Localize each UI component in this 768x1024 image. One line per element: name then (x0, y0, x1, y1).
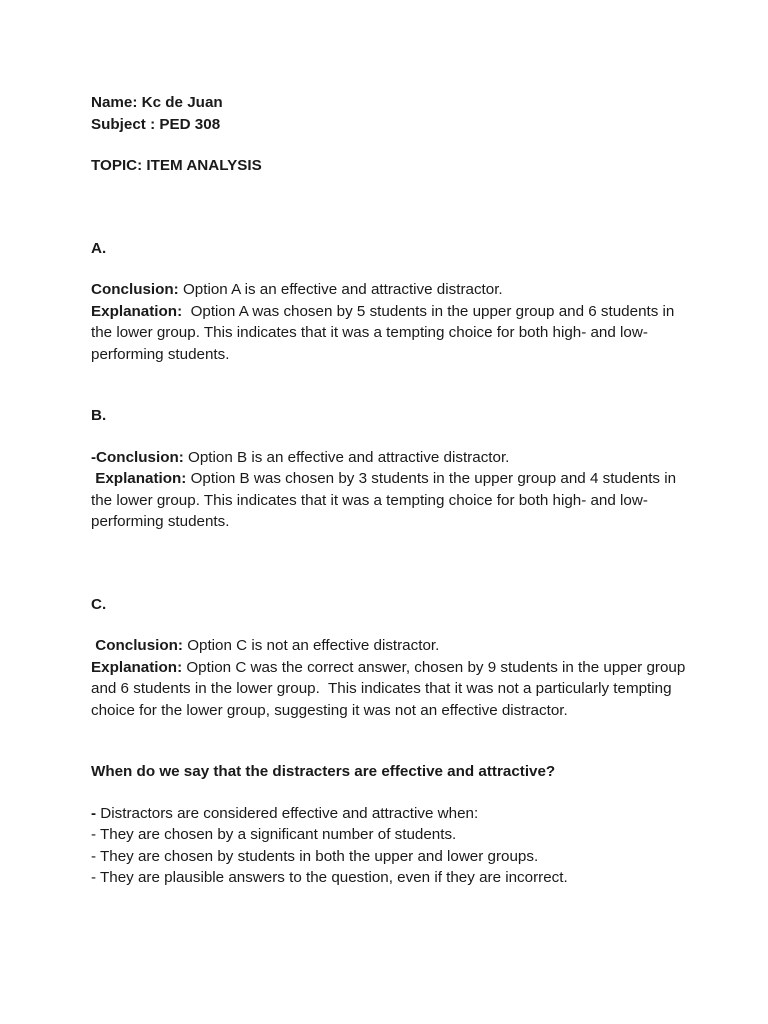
section-a-conclusion (91, 279, 691, 301)
spacer (91, 427, 691, 447)
topic-line: TOPIC: ITEM ANALYSIS (91, 157, 262, 174)
spacer (91, 135, 691, 155)
explanation-label: Explanation: (91, 658, 183, 676)
section-a-explanation (91, 301, 691, 366)
spacer (91, 533, 691, 594)
explanation-text: Option C was the correct answer, chosen by 9 students in the upper group and 6 students in the lower group. This indicates that it was not a particularly tempting choice for the lower group, suggesting it was not an effective distractor. (91, 658, 690, 719)
spacer (91, 365, 691, 405)
explanation-text: Option B was chosen by 3 students in the upper group and 4 students in the lower group. This indicates that it was a tempting choice for both high- and low-performing students. (91, 470, 681, 530)
conclusion-label: -Conclusion: (91, 448, 184, 466)
conclusion-label: Conclusion: (91, 281, 179, 298)
spacer (91, 259, 691, 279)
bullet-item: - They are plausible answers to the question, even if they are incorrect. (91, 869, 568, 886)
conclusion-text: Option B is an effective and attractive distractor. (183, 448, 510, 466)
conclusion-text: Option C is not an effective distractor. (182, 637, 440, 654)
explanation-label: Explanation: (91, 470, 187, 487)
question-heading: When do we say that the distracters are effective and attractive? (91, 763, 556, 780)
section-a-letter: A. (91, 239, 107, 257)
bullet-item: - They are chosen by students in both the upper and lower groups. (91, 847, 539, 865)
conclusion-text: Option A is an effective and attractive distractor. (178, 281, 503, 298)
question-intro (91, 803, 691, 825)
intro-dash: - (91, 804, 97, 822)
section-b-conclusion (91, 447, 691, 469)
spacer (91, 615, 691, 635)
name-line: Name: Kc de Juan (91, 94, 223, 111)
explanation-text: Option A was chosen by 5 students in the upper group and 6 students in the lower group. This indicates that it was a tempting choice for both high- and low-performing students. (91, 302, 679, 363)
section-b-letter: B. (91, 407, 107, 424)
document-page (91, 92, 691, 889)
spacer (91, 783, 691, 803)
subject-line: Subject : PED 308 (91, 115, 221, 133)
section-c-explanation (91, 657, 691, 722)
explanation-label: Explanation: (91, 302, 183, 320)
section-b-explanation (91, 468, 691, 533)
intro-text: Distractors are considered effective and attractive when: (96, 804, 479, 822)
spacer (91, 721, 691, 761)
section-c-letter: C. (91, 595, 107, 613)
conclusion-label: Conclusion: (91, 637, 183, 654)
bullet-item: - They are chosen by a significant number of students. (91, 826, 457, 843)
spacer (91, 177, 691, 238)
section-c-conclusion (91, 635, 691, 657)
